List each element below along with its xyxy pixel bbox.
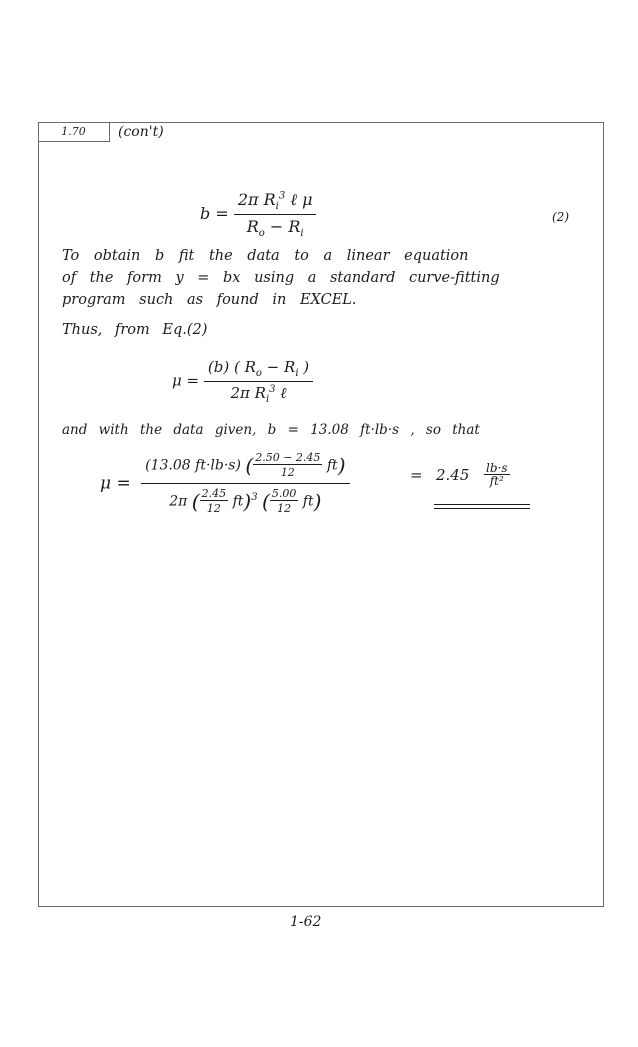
- final-equation: [100, 452, 350, 515]
- text-line-3: program such as found in EXCEL.: [62, 292, 357, 308]
- text-line-2: of the form y = bx using a standard curve-fitting: [62, 270, 500, 286]
- result-underline-2: [434, 508, 530, 509]
- equation-number: (2): [552, 210, 569, 224]
- final-equals: =: [410, 466, 423, 484]
- mu-numerator: (b) ( $R_o - R_i$ ): [204, 358, 313, 382]
- page-number: 1-62: [290, 914, 322, 930]
- final-result-value: 2.45: [436, 466, 470, 484]
- b-lhs: b =: [200, 204, 229, 224]
- continued-label: (con't): [118, 124, 164, 140]
- result-underline-1: [434, 504, 530, 505]
- final-numerator: (13.08 ft·lb·s) ( $\frac{2.50 - 2.45}{12}$ ft): [141, 452, 349, 484]
- text-line-4: Thus, from Eq.(2): [62, 322, 208, 338]
- equation-mu: [172, 358, 313, 405]
- mu-lhs: μ =: [172, 371, 200, 390]
- problem-number: 1.70: [61, 125, 86, 138]
- text-line-5: and with the data given, b = 13.08 ft·lb·s , so that: [62, 422, 480, 438]
- b-numerator: 2π $R_i^3$ ℓ μ: [234, 190, 317, 215]
- problem-number-box: [38, 122, 110, 142]
- text-line-1: To obtain b fit the data to a linear equation: [62, 248, 469, 264]
- b-fraction: [234, 190, 317, 239]
- mu-denominator: 2π $R_i^3$ ℓ: [230, 384, 287, 405]
- final-denominator: 2π ( $\frac{2.45}{12}$ ft)$^3$ ( $\frac{5.00}{12}$ ft): [169, 487, 322, 515]
- b-denominator: $R_o - R_i$: [246, 217, 304, 240]
- final-fraction: [141, 452, 349, 515]
- final-mu-lhs: μ =: [100, 473, 131, 494]
- equation-b: [200, 190, 316, 239]
- mu-fraction: [204, 358, 313, 405]
- final-result-unit: $\frac{lb\cdot s}{\text{ft²}}$: [486, 461, 508, 488]
